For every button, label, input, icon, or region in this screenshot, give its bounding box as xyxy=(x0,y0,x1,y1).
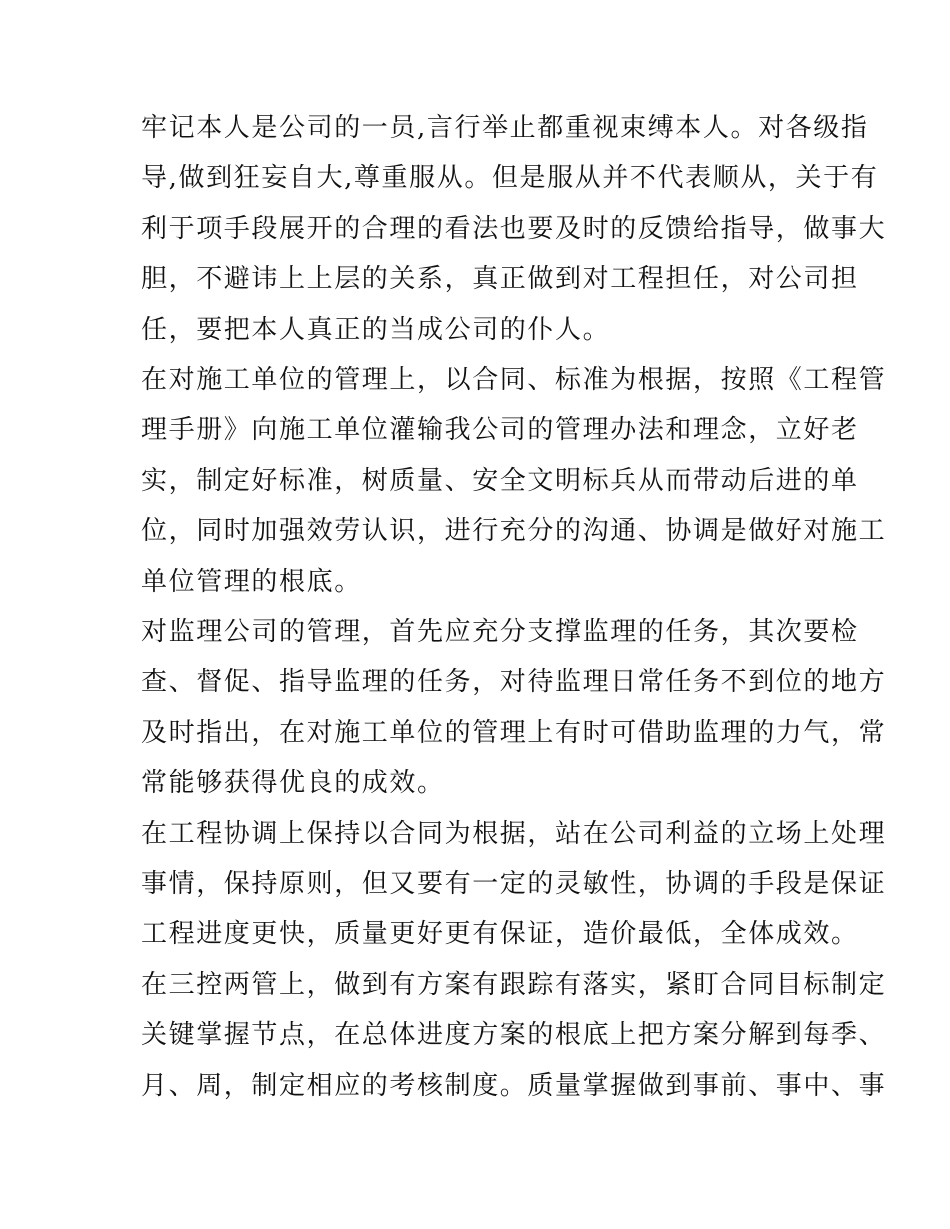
text-line: 在工程协调上保持以合同为根据，站在公司利益的立场上处理 xyxy=(141,818,887,849)
text-line: 在对施工单位的管理上，以合同、标准为根据，按照《工程管 xyxy=(141,365,887,395)
text-line: 关键掌握节点，在总体进度方案的根底上把方案分解到每季、 xyxy=(141,1020,887,1051)
text-line: 常能够获得优良的成效。 xyxy=(141,768,445,799)
text-line: 牢记本人是公司的一员,言行举止都重视束缚本人。对各级指 xyxy=(141,113,869,143)
text-line: 导,做到狂妄自大,尊重服从。但是服从并不代表顺从，关于有 xyxy=(141,163,879,194)
text-line: 利于项手段展开的合理的看法也要及时的反馈给指导，做事大 xyxy=(141,213,887,244)
text-line: 及时指出，在对施工单位的管理上有时可借助监理的力气，常 xyxy=(141,717,887,748)
text-line: 在三控两管上，做到有方案有跟踪有落实，紧盯合同目标制定 xyxy=(141,969,887,1000)
text-line: 实，制定好标准，树质量、安全文明标兵从而带动后进的单 xyxy=(141,465,859,496)
text-line: 对监理公司的管理，首先应充分支撑监理的任务，其次要检 xyxy=(141,617,859,647)
text-line: 月、周，制定相应的考核制度。质量掌握做到事前、事中、事 xyxy=(141,1070,887,1101)
text-line: 位，同时加强效劳认识，进行充分的沟通、协调是做好对施工 xyxy=(141,516,887,547)
text-line: 单位管理的根底。 xyxy=(141,566,362,597)
text-line: 任，要把本人真正的当成公司的仆人。 xyxy=(141,314,611,345)
text-line: 事情，保持原则，但又要有一定的灵敏性，协调的手段是保证 xyxy=(141,869,887,899)
text-line: 理手册》向施工单位灌输我公司的管理办法和理念，立好老 xyxy=(141,415,859,446)
text-line: 工程进度更快，质量更好更有保证，造价最低，全体成效。 xyxy=(141,919,859,950)
text-line: 胆，不避讳上上层的关系，真正做到对工程担任，对公司担 xyxy=(141,264,859,295)
text-line: 查、督促、指导监理的任务，对待监理日常任务不到位的地方 xyxy=(141,667,887,698)
